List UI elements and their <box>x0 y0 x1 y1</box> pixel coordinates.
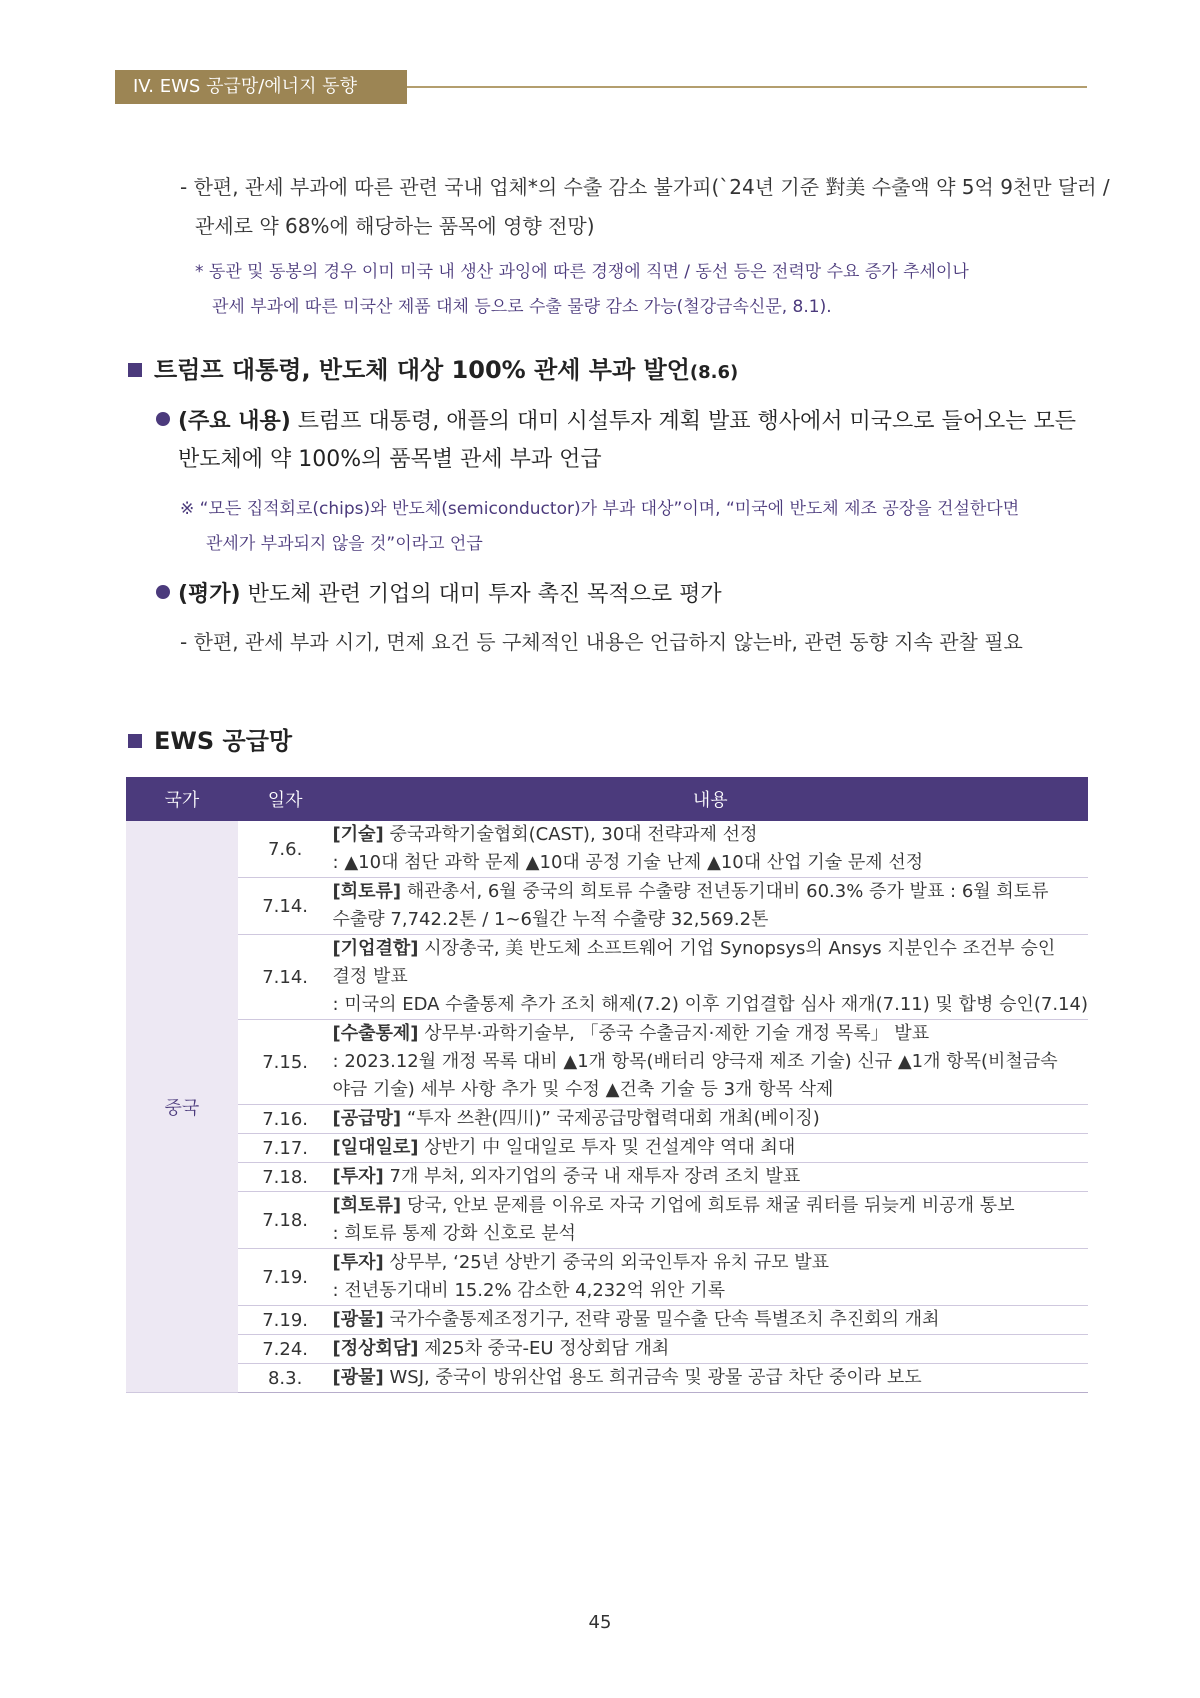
header-content: 내용 <box>333 777 1088 821</box>
date-cell: 7.14. <box>238 935 333 1020</box>
category-tag: [투자] <box>332 1252 384 1273</box>
date-cell: 7.19. <box>238 1306 333 1335</box>
content-cell <box>333 1192 1088 1249</box>
content-line <box>333 991 1088 1019</box>
table-row <box>126 878 1088 935</box>
intro-dash-line-2: 관세로 약 68%에 해당하는 품목에 영향 전망) <box>195 214 595 238</box>
content-cell <box>333 821 1088 878</box>
date-cell: 7.24. <box>238 1335 333 1364</box>
circle-bullet-icon <box>156 412 170 426</box>
category-tag: [광물] <box>332 1309 384 1330</box>
header-country: 국가 <box>126 777 238 821</box>
bullet-1-line-1: 트럼프 대통령, 애플의 대미 시설투자 계획 발표 행사에서 미국으로 들어오는 모든 <box>297 409 1077 434</box>
header-date: 일자 <box>238 777 333 821</box>
content-line <box>333 849 1088 877</box>
content-text: : 2023.12월 개정 목록 대비 ▲1개 항목(배터리 양극재 제조 기술) 신규 ▲1개 항목(비철금속 <box>332 1051 1058 1072</box>
table-row <box>126 1306 1088 1335</box>
section2-heading <box>128 721 292 756</box>
table-row <box>126 1134 1088 1163</box>
content-text: 결정 발표 <box>332 966 408 987</box>
section1-bullet-2 <box>156 577 722 608</box>
content-text: 수출량 7,742.2톤 / 1~6월간 누적 수출량 32,569.2톤 <box>332 909 769 930</box>
country-cell: 중국 <box>126 821 238 1393</box>
content-line <box>333 963 1088 991</box>
content-cell <box>333 1020 1088 1105</box>
section1-note-line-2: 관세가 부과되지 않을 것”이라고 언급 <box>206 534 483 554</box>
date-cell: 7.14. <box>238 878 333 935</box>
content-line <box>333 1364 1088 1392</box>
content-text: : 전년동기대비 15.2% 감소한 4,232억 위안 기록 <box>332 1280 726 1301</box>
section1-heading <box>128 350 738 385</box>
category-tag: [희토류] <box>332 881 402 902</box>
content-line <box>333 1048 1088 1076</box>
content-text: 중국과학기술협회(CAST), 30대 전략과제 선정 <box>389 824 758 845</box>
content-line <box>333 821 1088 849</box>
content-line <box>333 1163 1088 1191</box>
content-line <box>333 1105 1088 1133</box>
content-cell <box>333 1335 1088 1364</box>
page-number: 45 <box>588 1612 612 1633</box>
bullet-2-tag: (평가) <box>178 582 241 607</box>
bullet-1-tag: (주요 내용) <box>178 409 291 434</box>
content-text: WSJ, 중국이 방위산업 용도 희귀금속 및 광물 공급 차단 중이라 보도 <box>389 1367 922 1388</box>
table-row <box>126 1105 1088 1134</box>
date-cell: 7.19. <box>238 1249 333 1306</box>
content-line <box>333 1277 1088 1305</box>
content-text: 상무부·과학기술부, 「중국 수출금지·제한 기술 개정 목록」 발표 <box>424 1023 930 1044</box>
content-text: 7개 부처, 외자기업의 중국 내 재투자 장려 조치 발표 <box>389 1166 801 1187</box>
content-text: 상반기 中 일대일로 투자 및 건설계약 역대 최대 <box>424 1137 796 1158</box>
ews-supply-chain-table <box>126 777 1088 1393</box>
content-line <box>333 1249 1088 1277</box>
content-line <box>333 1076 1088 1104</box>
content-text: 상무부, ‘25년 상반기 중국의 외국인투자 유치 규모 발표 <box>389 1252 830 1273</box>
section1-bullet-1 <box>156 404 1076 435</box>
section-header-bar <box>115 70 407 104</box>
content-text: “투자 쓰촨(四川)” 국제공급망협력대회 개최(베이징) <box>406 1108 820 1129</box>
table-row <box>126 935 1088 1020</box>
content-text: 시장총국, 美 반도체 소프트웨어 기업 Synopsys의 Ansys 지분인수 조건부 승인 <box>424 938 1056 959</box>
table-row <box>126 1020 1088 1105</box>
content-text: : ▲10대 첨단 과학 문제 ▲10대 공정 기술 난제 ▲10대 산업 기술 문제 선정 <box>332 852 924 873</box>
content-line <box>333 1306 1088 1334</box>
category-tag: [정상회담] <box>332 1338 419 1359</box>
square-bullet-icon <box>128 734 142 748</box>
table-row <box>126 821 1088 878</box>
content-cell <box>333 1105 1088 1134</box>
content-line <box>333 1020 1088 1048</box>
intro-note-line-2: 관세 부과에 따른 미국산 제품 대체 등으로 수출 물량 감소 가능(철강금속신문, 8.1). <box>212 297 832 317</box>
bullet-1-line-2: 반도체에 약 100%의 품목별 관세 부과 언급 <box>178 447 602 472</box>
content-cell <box>333 1134 1088 1163</box>
content-cell <box>333 1163 1088 1192</box>
content-cell <box>333 1306 1088 1335</box>
content-line <box>333 1134 1088 1162</box>
content-text: : 희토류 통제 강화 신호로 분석 <box>332 1223 576 1244</box>
intro-note-line-1: * 동관 및 동봉의 경우 이미 미국 내 생산 과잉에 따른 경쟁에 직면 / 동선 등은 전력망 수요 증가 추세이나 <box>195 262 969 282</box>
category-tag: [기업결합] <box>332 938 419 959</box>
circle-bullet-icon <box>156 585 170 599</box>
square-bullet-icon <box>128 363 142 377</box>
table-row <box>126 1163 1088 1192</box>
date-cell: 7.18. <box>238 1163 333 1192</box>
date-cell: 7.15. <box>238 1020 333 1105</box>
content-line <box>333 906 1088 934</box>
section-header-title: IV. EWS 공급망/에너지 동향 <box>133 76 357 97</box>
content-text: 당국, 안보 문제를 이유로 자국 기업에 희토류 채굴 쿼터를 뒤늦게 비공개 통보 <box>406 1195 1015 1216</box>
section1-dash-line: - 한편, 관세 부과 시기, 면제 요건 등 구체적인 내용은 언급하지 않는바, 관련 동향 지속 관찰 필요 <box>180 630 1023 654</box>
content-text: 국가수출통제조정기구, 전략 광물 밀수출 단속 특별조치 추진회의 개최 <box>389 1309 940 1330</box>
table-row <box>126 1364 1088 1393</box>
content-cell <box>333 878 1088 935</box>
content-text: 야금 기술) 세부 사항 추가 및 수정 ▲건축 기술 등 3개 항목 삭제 <box>332 1079 834 1100</box>
date-cell: 7.6. <box>238 821 333 878</box>
date-cell: 7.17. <box>238 1134 333 1163</box>
section1-heading-date: (8.6) <box>689 362 739 383</box>
content-text: 제25차 중국-EU 정상회담 개최 <box>424 1338 670 1359</box>
content-line <box>333 935 1088 963</box>
bullet-2-text: 반도체 관련 기업의 대미 투자 촉진 목적으로 평가 <box>247 582 722 607</box>
content-cell <box>333 935 1088 1020</box>
date-cell: 7.16. <box>238 1105 333 1134</box>
header-divider <box>407 86 1087 88</box>
category-tag: [광물] <box>332 1367 384 1388</box>
category-tag: [투자] <box>332 1166 384 1187</box>
section2-heading-text: EWS 공급망 <box>154 727 293 755</box>
category-tag: [일대일로] <box>332 1137 419 1158</box>
content-line <box>333 1335 1088 1363</box>
section1-note-line-1: ※ “모든 집적회로(chips)와 반도체(semiconductor)가 부과 대상”이며, “미국에 반도체 제조 공장을 건설한다면 <box>180 499 1020 519</box>
content-text: 해관총서, 6월 중국의 희토류 수출량 전년동기대비 60.3% 증가 발표 : 6월 희토류 <box>406 881 1049 902</box>
content-cell <box>333 1364 1088 1393</box>
content-line <box>333 1192 1088 1220</box>
content-line <box>333 1220 1088 1248</box>
date-cell: 7.18. <box>238 1192 333 1249</box>
section1-heading-text: 트럼프 대통령, 반도체 대상 100% 관세 부과 발언 <box>154 356 690 384</box>
intro-dash-line-1: - 한편, 관세 부과에 따른 관련 국내 업체*의 수출 감소 불가피(`24년 기준 對美 수출액 약 5억 9천만 달러 / <box>180 175 1110 199</box>
category-tag: [기술] <box>332 824 384 845</box>
table-row <box>126 1335 1088 1364</box>
table-header-row <box>126 777 1088 821</box>
table-row <box>126 1249 1088 1306</box>
table-row <box>126 1192 1088 1249</box>
category-tag: [공급망] <box>332 1108 402 1129</box>
category-tag: [희토류] <box>332 1195 402 1216</box>
content-line <box>333 878 1088 906</box>
category-tag: [수출통제] <box>332 1023 419 1044</box>
date-cell: 8.3. <box>238 1364 333 1393</box>
content-text: : 미국의 EDA 수출통제 추가 조치 해제(7.2) 이후 기업결합 심사 재개(7.11) 및 합병 승인(7.14) <box>332 994 1088 1015</box>
content-cell <box>333 1249 1088 1306</box>
